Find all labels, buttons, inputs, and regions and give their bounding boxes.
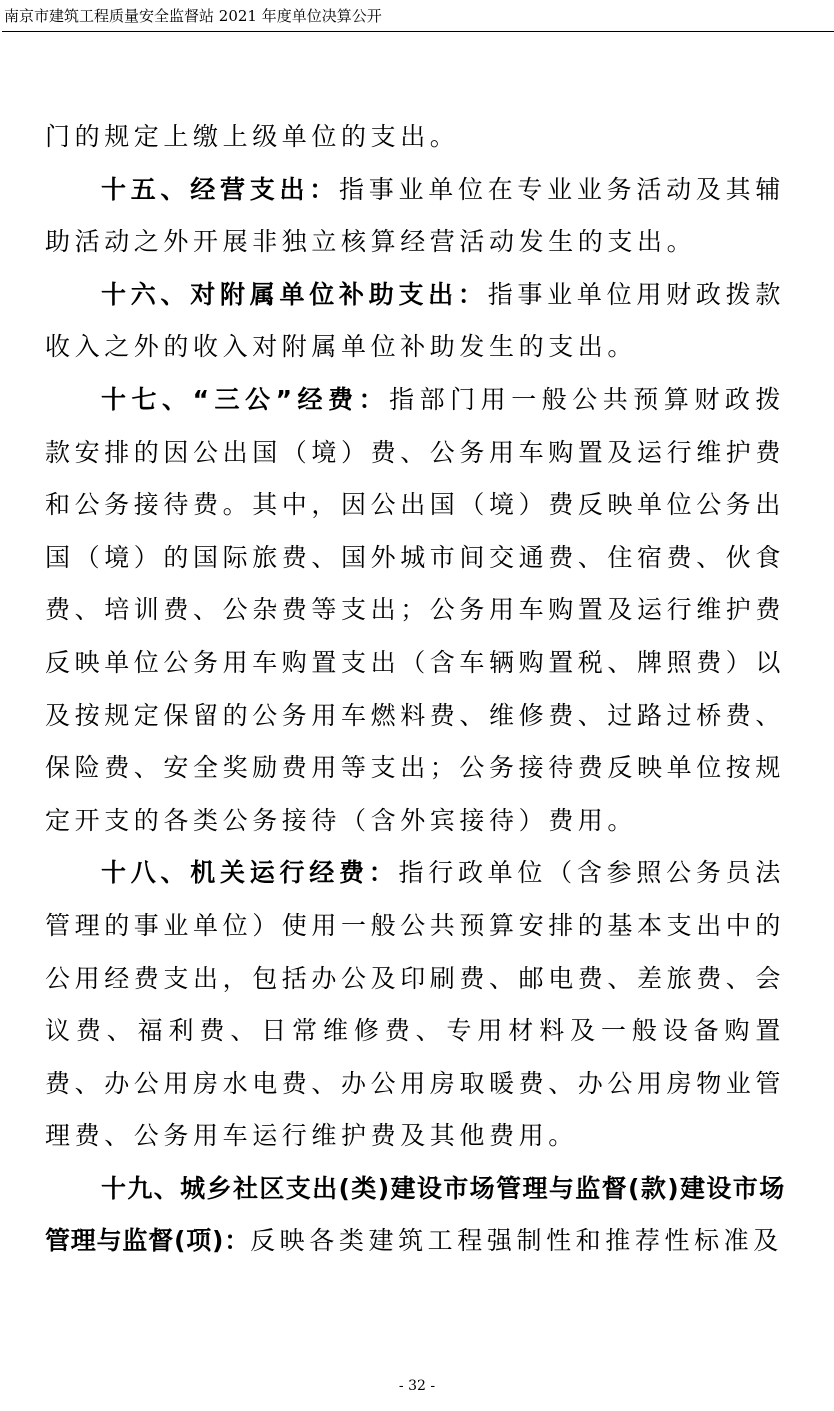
paragraph-three-public-expenses bbox=[45, 374, 785, 847]
paragraph-market-supervision bbox=[45, 1163, 785, 1268]
term-heading: 十九、城乡社区支出(类)建设市场管理与监督(款)建设市场管理与监督(项)： bbox=[45, 1173, 785, 1256]
paragraph-operating-expenditure bbox=[45, 164, 785, 269]
paragraph-text: 门的规定上缴上级单位的支出。 bbox=[45, 122, 460, 151]
paragraph-continuation bbox=[45, 111, 785, 164]
paragraph-text: 指部门用一般公共预算财政拨款安排的因公出国（境）费、公务用车购置及运行维护费和公务接待费。其中，因公出国（境）费反映单位公务出国（境）的国际旅费、国外城市间交通费、住宿费、伙食费、培训费、公杂费等支出；公务用车购置及运行维护费反映单位公务用车购置支出（含车辆购置税、牌照费）以及按规定保留的公务用车燃料费、维修费、过路过桥费、保险费、安全奖励费用等支出；公务接待费反映单位按规定开支的各类公务接待（含外宾接待）费用。 bbox=[45, 384, 786, 835]
term-heading: 十七、“三公”经费： bbox=[101, 384, 390, 414]
term-heading: 十五、经营支出： bbox=[101, 174, 339, 204]
paragraph-subsidiary-subsidy bbox=[45, 269, 785, 374]
term-heading: 十六、对附属单位补助支出： bbox=[101, 279, 488, 309]
document-body bbox=[45, 111, 785, 1268]
paragraph-text: 反映各类建筑工程强制性和推荐性标准及 bbox=[250, 1226, 783, 1256]
header-divider bbox=[2, 31, 834, 32]
paragraph-text: 指事业单位用财政拨款收入之外的收入对附属单位补助发生的支出。 bbox=[45, 279, 785, 362]
page-number: - 32 - bbox=[398, 1378, 436, 1394]
paragraph-text: 指行政单位（含参照公务员法管理的事业单位）使用一般公共预算安排的基本支出中的公用经费支出，包括办公及印刷费、邮电费、差旅费、会议费、福利费、日常维修费、专用材料及一般设备购置费、办公用房水电费、办公用房取暖费、办公用房物业管理费、公务用车运行维护费及其他费用。 bbox=[45, 858, 786, 1151]
paragraph-operating-funds bbox=[45, 847, 785, 1163]
running-header: 南京市建筑工程质量安全监督站 2021 年度单位决算公开 bbox=[4, 7, 382, 25]
term-heading: 十八、机关运行经费： bbox=[101, 858, 399, 888]
paragraph-text: 指事业单位在专业业务活动及其辅助活动之外开展非独立核算经营活动发生的支出。 bbox=[45, 174, 785, 257]
